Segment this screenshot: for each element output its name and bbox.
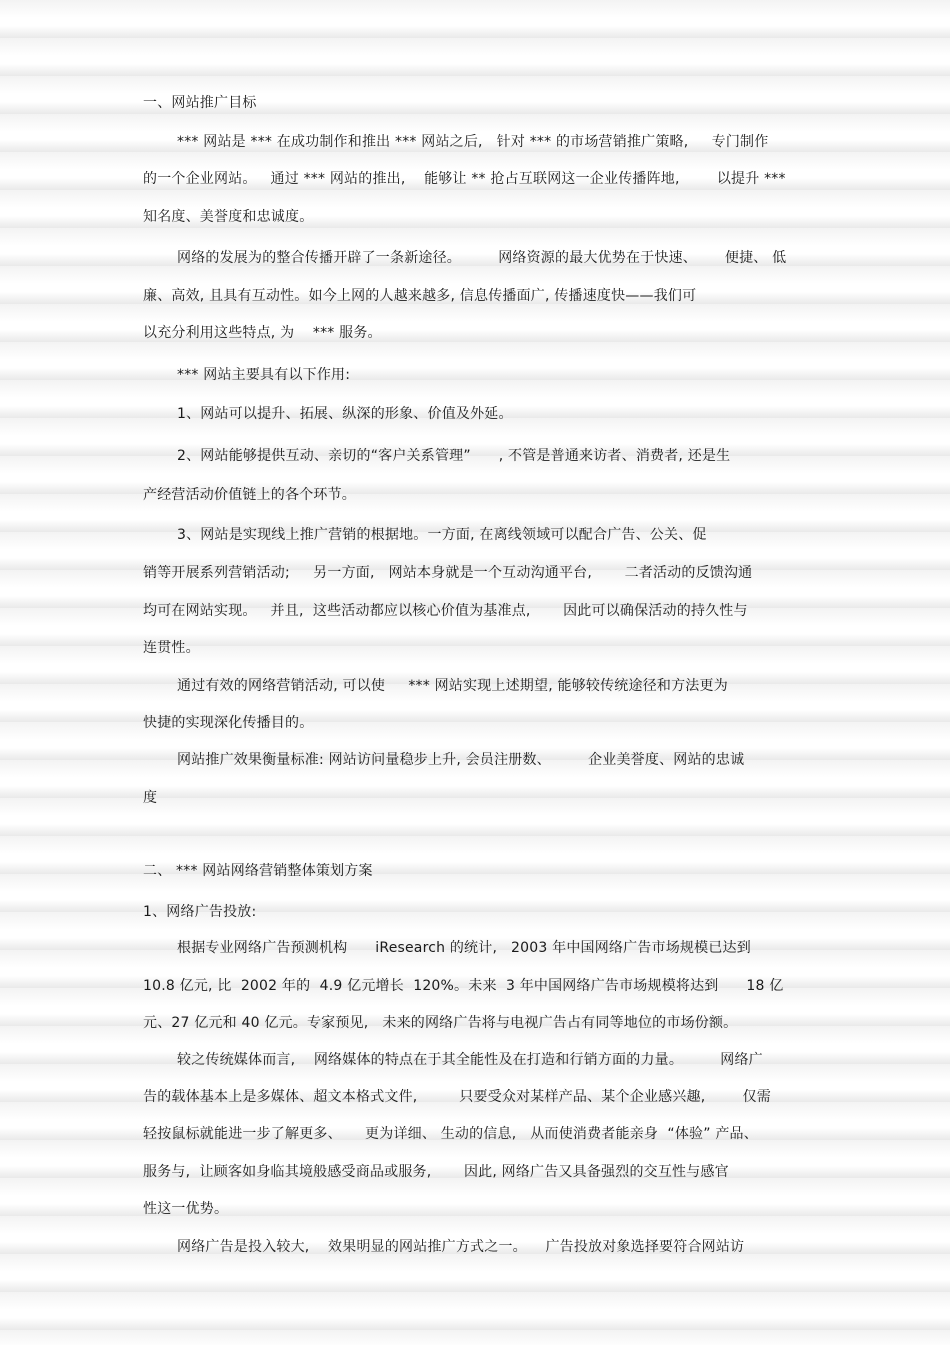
- paragraph-line: 元、27 亿元和 40 亿元。专家预见, 未来的网络广告将与电视广告占有同等地位的市场份额。: [143, 1015, 738, 1031]
- paragraph-line: 轻按鼠标就能进一步了解更多、 更为详细、 生动的信息, 从而使消费者能亲身 “体验” 产品、: [143, 1126, 758, 1142]
- paragraph-line: 以充分利用这些特点, 为 *** 服务。: [143, 325, 382, 341]
- paragraph-line: 通过有效的网络营销活动, 可以使 *** 网站实现上述期望, 能够较传统途径和方法更为: [177, 678, 728, 694]
- paragraph-line: 连贯性。: [143, 640, 200, 656]
- paragraph-line: 度: [143, 790, 158, 806]
- section-2-heading: 二、 *** 网站网络营销整体策划方案: [143, 863, 373, 879]
- paragraph-line: *** 网站是 *** 在成功制作和推出 *** 网站之后, 针对 *** 的市场营销推广策略, 专门制作: [177, 134, 769, 150]
- paragraph-line: 均可在网站实现。 并且, 这些活动都应以核心价值为基准点, 因此可以确保活动的持久性与: [143, 603, 748, 619]
- paragraph-line: 较之传统媒体而言, 网络媒体的特点在于其全能性及在打造和行销方面的力量。 网络广: [177, 1052, 763, 1068]
- paragraph-line: 10.8 亿元, 比 2002 年的 4.9 亿元增长 120%。未来 3 年中国网络广告市场规模将达到 18 亿: [143, 978, 784, 994]
- list-item: 1、网站可以提升、拓展、纵深的形象、价值及外延。: [177, 406, 513, 422]
- list-item: 3、网站是实现线上推广营销的根据地。一方面, 在离线领域可以配合广告、公关、促: [177, 527, 707, 543]
- paragraph-line: 产经营活动价值链上的各个环节。: [143, 487, 356, 503]
- paragraph-line: 网络的发展为的整合传播开辟了一条新途径。 网络资源的最大优势在于快速、 便捷、 低: [177, 250, 787, 266]
- list-item: 2、网站能够提供互动、亲切的“客户关系管理” , 不管是普通来访者、消费者, 还是生: [177, 448, 731, 464]
- section-1-heading: 一、网站推广目标: [143, 95, 257, 111]
- paragraph-line: 告的载体基本上是多媒体、超文本格式文件, 只要受众对某样产品、某个企业感兴趣, 仅需: [143, 1089, 771, 1105]
- paragraph-line: 服务与, 让顾客如身临其境般感受商品或服务, 因此, 网络广告又具备强烈的交互性与感官: [143, 1164, 729, 1180]
- paragraph-line: 网站推广效果衡量标准: 网站访问量稳步上升, 会员注册数、 企业美誉度、网站的忠诚: [177, 752, 745, 768]
- paragraph-line: 根据专业网络广告预测机构 iResearch 的统计, 2003 年中国网络广告市场规模已达到: [177, 940, 751, 956]
- paragraph-line: 廉、高效, 且具有互动性。如今上网的人越来越多, 信息传播面广, 传播速度快——我们可: [143, 288, 697, 304]
- paragraph-line: *** 网站主要具有以下作用:: [177, 367, 351, 383]
- paragraph-line: 快捷的实现深化传播目的。: [143, 715, 314, 731]
- paragraph-line: 网络广告是投入较大, 效果明显的网站推广方式之一。 广告投放对象选择要符合网站访: [177, 1239, 745, 1255]
- subsection-heading: 1、网络广告投放:: [143, 904, 257, 920]
- paragraph-line: 的一个企业网站。 通过 *** 网站的推出, 能够让 ** 抢占互联网这一企业传播阵地, 以提升 ***: [143, 171, 786, 187]
- paragraph-line: 销等开展系列营销活动; 另一方面, 网站本身就是一个互动沟通平台, 二者活动的反馈沟通: [143, 565, 753, 581]
- paragraph-line: 知名度、美誉度和忠诚度。: [143, 209, 314, 225]
- paragraph-line: 性这一优势。: [143, 1201, 229, 1217]
